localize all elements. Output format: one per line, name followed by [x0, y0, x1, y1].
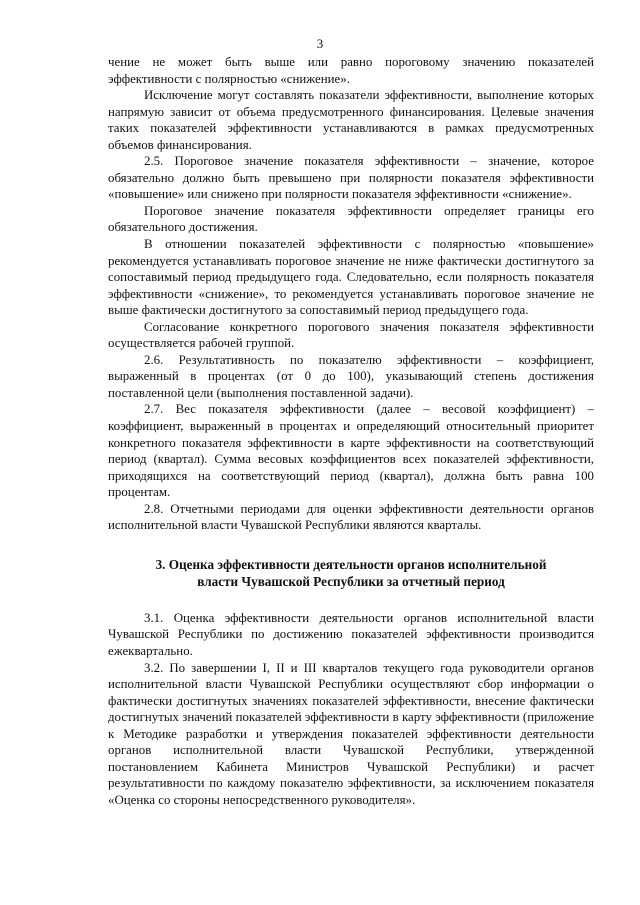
- paragraph: Пороговое значение показателя эффективности определяет границы его обязательного достижения.: [108, 203, 594, 235]
- section-heading-line-2: власти Чувашской Республики за отчетный период: [197, 573, 505, 589]
- paragraph: 2.8. Отчетными периодами для оценки эффективности деятельности органов исполнительной власти Чувашской Республики являются кварталы.: [108, 501, 594, 533]
- paragraph: чение не может быть выше или равно пороговому значению показателей эффективности с полярностью «снижение».: [108, 55, 594, 86]
- paragraph: 3.2. По завершении I, II и III кварталов текущего года руководители органов исполнительной власти Чувашской Республики осуществляют сбор информации о фактически достигнутых значениях показателей эффективности, внесение фактически достигнутых значений показателей эффективности в карту эффективности (приложение к Методике разработки и утверждения показателей эффективности деятельности органов исполнительной власти Чувашской Республики, утвержденной постановлением Кабинета Министров Чувашской Республики) и расчет результативности по каждому показателю эффективности, за исключением показателя «Оценка со стороны непосредственного руководителя».: [108, 660, 594, 807]
- section-heading-line-1: 3. Оценка эффективности деятельности органов исполнительной: [155, 556, 547, 572]
- document-body: [108, 54, 594, 808]
- section-heading: [108, 556, 594, 590]
- paragraph: 2.7. Вес показателя эффективности (далее – весовой коэффициент) – коэффициент, выраженный в процентах и определяющий относительный приоритет конкретного показателя эффективности в карте эффективности на соответствующий период (квартал). Сумма весовых коэффициентов всех показателей эффективности, приходящихся на соответствующий период (квартал), должна быть равна 100 процентам.: [108, 402, 594, 500]
- paragraph: Согласование конкретного порогового значения показателя эффективности осуществляется рабочей группой.: [108, 319, 594, 351]
- paragraph: 2.6. Результативность по показателю эффективности – коэффициент, выраженный в процентах (от 0 до 100), указывающий степень достижения поставленной цели (выполнения поставленной задачи).: [108, 352, 594, 400]
- paragraph: Исключение могут составлять показатели эффективности, выполнение которых напрямую зависит от объема предусмотренного финансирования. Целевые значения таких показателей эффективности устанавливаются в рамках предусмотренных объемов финансирования.: [108, 88, 594, 152]
- paragraph: 2.5. Пороговое значение показателя эффективности – значение, которое обязательно должно быть превышено при полярности показателя эффективности «повышение» или снижено при полярности показателя эффективности «снижение».: [108, 154, 594, 202]
- page-number: 3: [316, 36, 324, 51]
- paragraph: В отношении показателей эффективности с полярностью «повышение» рекомендуется устанавливать пороговое значение не ниже фактически достигнутого за сопоставимый период предыдущего года. Следовательно, если полярность показателя эффективности «снижение», то рекомендуется устанавливать пороговое значение не выше фактически достигнутого за сопоставимый период предыдущего года.: [108, 237, 594, 318]
- paragraph: 3.1. Оценка эффективности деятельности органов исполнительной власти Чувашской Республики по достижению показателей эффективности производится ежеквартально.: [108, 610, 594, 658]
